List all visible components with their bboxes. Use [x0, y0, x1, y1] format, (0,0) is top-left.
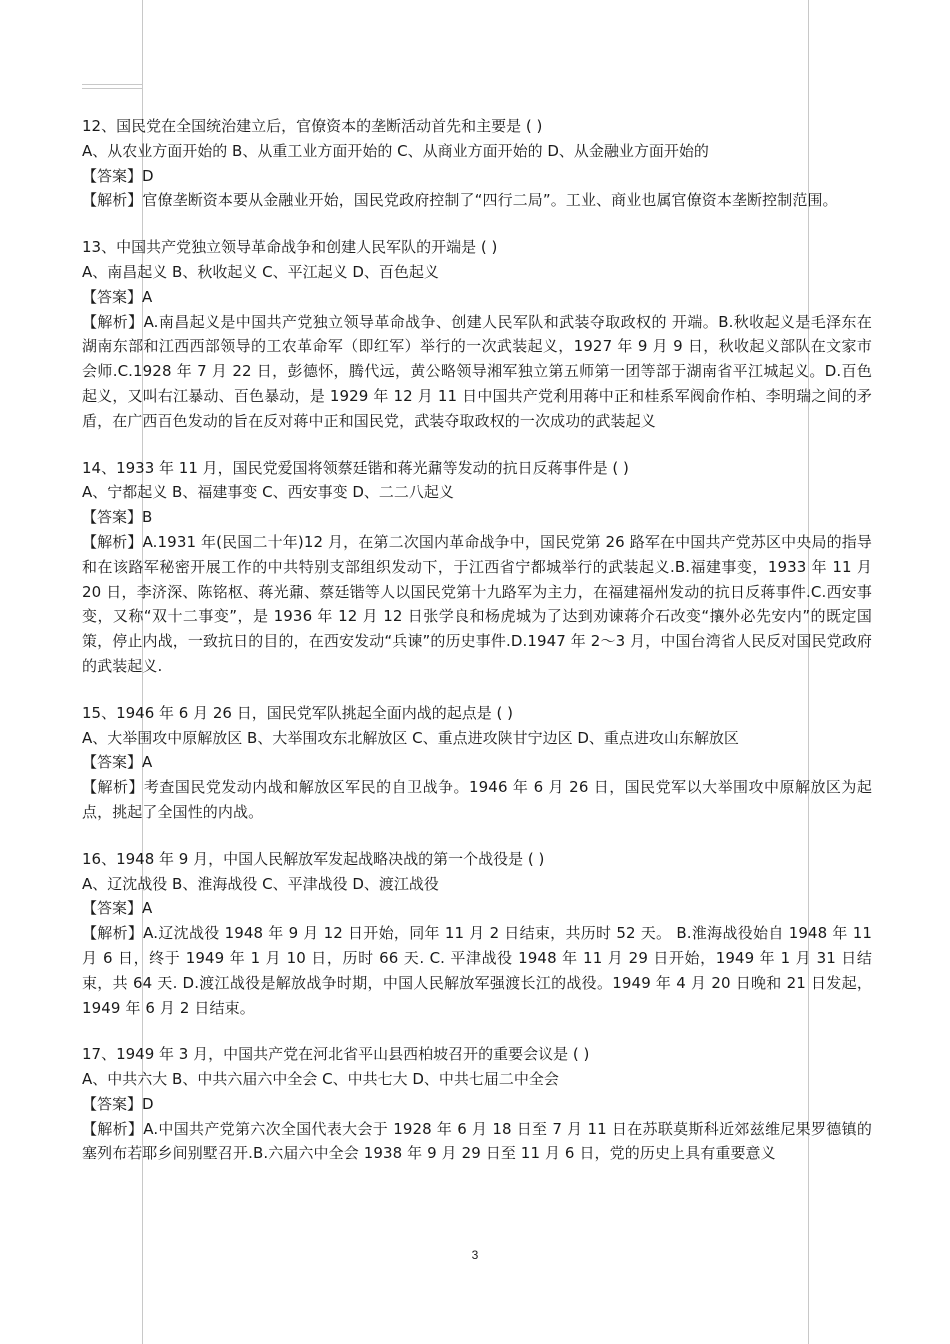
question-stem: 16、1948 年 9 月，中国人民解放军发起战略决战的第一个战役是 ( ) — [82, 849, 545, 868]
question-16 — [82, 847, 872, 1021]
question-answer: 【答案】B — [82, 508, 153, 527]
page-number: 3 — [471, 1248, 479, 1262]
question-analysis: 【解析】A.南昌起义是中国共产党独立领导革命战争、创建人民军队和武装夺取政权的 开端。B.秋收起义是毛泽东在湖南东部和江西西部领导的工农革命军（即红军）举行的一次武装起义，1927 年 9 月 9 日，秋收起义部队在文家市会师.C.1928 年 7 月 22 日，彭德怀，腾代远，黄公略领导湘军独立第五师第一团等部于湖南省平江城起义。D.百色起义，又叫右江暴动、百色暴动，是 1929 年 12 月 11 日中国共产党利用蒋中正和桂系军阀俞作柏、李明瑞之间的矛盾，在广西百色发动的旨在反对蒋中正和国民党，武装夺取政权的一次成功的武装起义 — [82, 312, 872, 430]
question-options: A、宁都起义 B、福建事变 C、西安事变 D、二二八起义 — [82, 483, 454, 502]
question-analysis: 【解析】官僚垄断资本要从金融业开始，国民党政府控制了“四行二局”。工业、商业也属官僚资本垄断控制范围。 — [82, 191, 838, 210]
question-analysis: 【解析】A.辽沈战役 1948 年 9 月 12 日开始，同年 11 月 2 日结束，共历时 52 天。 B.淮海战役始自 1948 年 11 月 6 日，终于 1949 年 1 月 10 日，历时 66 天. C. 平津战役 1948 年 11 月 29 日开始，1949 年 1 月 31 日结束，共 64 天. D.渡江战役是解放战争时期，中国人民解放军强渡长江的战役。1949 年 4 月 20 日晚和 21 日发起，1949 年 6 月 2 日结束。 — [82, 924, 872, 1017]
question-14 — [82, 456, 872, 679]
question-options: A、南昌起义 B、秋收起义 C、平江起义 D、百色起义 — [82, 262, 439, 281]
question-answer: 【答案】D — [82, 1094, 154, 1113]
corner-mark-bottom — [82, 88, 142, 89]
question-stem: 15、1946 年 6 月 26 日，国民党军队挑起全面内战的起点是 ( ) — [82, 703, 513, 722]
question-stem: 14、1933 年 11 月，国民党爱国将领蔡廷锴和蒋光鼐等发动的抗日反蒋事件是 ( ) — [82, 458, 629, 477]
question-analysis: 【解析】A.中国共产党第六次全国代表大会于 1928 年 6 月 18 日至 7 月 11 日在苏联莫斯科近郊兹维尼果罗德镇的塞列布若耶乡间别墅召开.B.六届六中全会 1938 年 9 月 29 日至 11 月 6 日，党的历史上具有重要意义 — [82, 1119, 872, 1163]
question-stem: 12、国民党在全国统治建立后，官僚资本的垄断活动首先和主要是 ( ) — [82, 117, 543, 135]
question-15 — [82, 701, 872, 825]
question-answer: 【答案】A — [82, 753, 153, 772]
question-options: A、辽沈战役 B、淮海战役 C、平津战役 D、渡江战役 — [82, 874, 439, 893]
question-stem: 17、1949 年 3 月，中国共产党在河北省平山县西柏坡召开的重要会议是 ( ) — [82, 1045, 590, 1064]
document-body — [82, 114, 872, 1188]
question-answer: 【答案】A — [82, 287, 153, 306]
question-13 — [82, 235, 872, 433]
question-analysis: 【解析】A.1931 年(民国二十年)12 月，在第二次国内革命战争中，国民党第 26 路军在中国共产党苏区中央局的指导和在该路军秘密开展工作的中共特别支部组织发动下，于江西省宁都城举行的武装起义.B.福建事变，1933 年 11 月 20 日，李济深、陈铭枢、蒋光鼐、蔡廷锴等人以国民党第十九路军为主力，在福建福州发动的抗日反蒋事件.C.西安事变，又称“双十二事变”，是 1936 年 12 月 12 日张学良和杨虎城为了达到劝谏蒋介石改变“攘外必先安内”的既定国策，停止内战，一致抗日的目的，在西安发动“兵谏”的历史事件.D.1947 年 2～3 月，中国台湾省人民反对国民党政府的武装起义. — [82, 532, 872, 675]
question-12 — [82, 114, 872, 213]
question-answer: 【答案】D — [82, 166, 154, 185]
question-17 — [82, 1042, 872, 1166]
question-stem: 13、中国共产党独立领导革命战争和创建人民军队的开端是 ( ) — [82, 238, 498, 257]
question-options: A、中共六大 B、中共六届六中全会 C、中共七大 D、中共七届二中全会 — [82, 1070, 559, 1089]
question-options: A、大举围攻中原解放区 B、大举围攻东北解放区 C、重点进攻陕甘宁边区 D、重点进攻山东解放区 — [82, 728, 739, 747]
question-options: A、从农业方面开始的 B、从重工业方面开始的 C、从商业方面开始的 D、从金融业方面开始的 — [82, 141, 709, 160]
corner-mark-top — [82, 84, 142, 85]
question-answer: 【答案】A — [82, 899, 153, 918]
question-analysis: 【解析】考查国民党发动内战和解放区军民的自卫战争。1946 年 6 月 26 日，国民党军以大举围攻中原解放区为起点，挑起了全国性的内战。 — [82, 778, 872, 821]
